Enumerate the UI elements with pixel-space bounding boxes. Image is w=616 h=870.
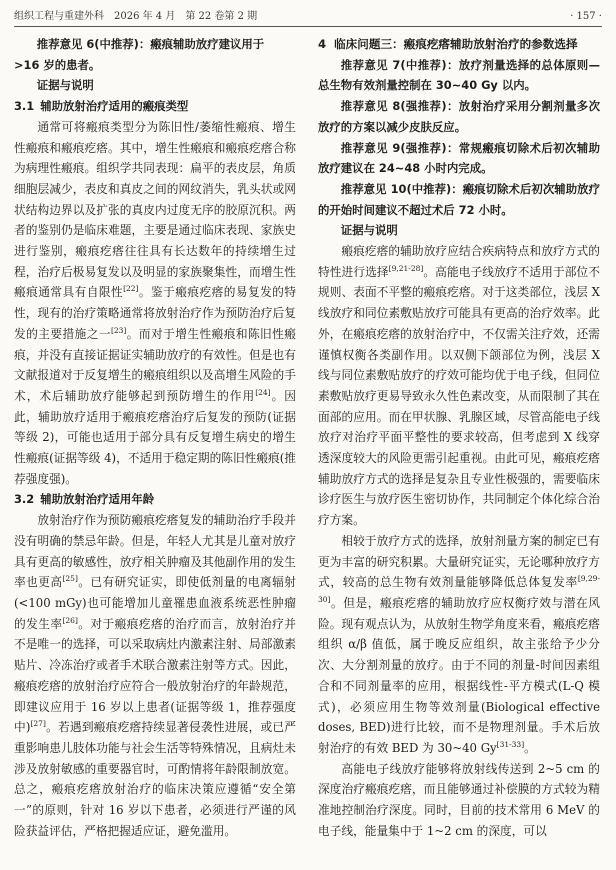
section-3-2-paragraph: 放射治疗作为预防瘢痕疙瘩复发的辅助治疗手段并没有明确的禁忌年龄。但是，年轻人尤其是儿童对放疗具有更高的敏感性，放疗相关肿瘤及其他副作用的发生率也更高[25]。已有研究证实，即使低剂量的电离辐射(<100 mGy)也可能增加儿童罹患血液系统恶性肿瘤的发生率[26]。对于瘢痕疙瘩的治疗而言，放射治疗并不是唯一的选择，可以采取病灶内激素注射、局部激素贴片、冷冻治疗或者手术联合激素注射等方式。因此，瘢痕疙瘩的放射治疗应符合一般放射治疗的年龄规范，即建议应用于 16 岁以上患者(证据等级 1，推荐强度中)[27]。若遇到瘢痕疙瘩持续显著侵袭性进展，或已严重影响患儿肢体功能与社会生活等特殊情况，且病灶未涉及放射敏感的重要器官时，可酌情将年龄限制放宽。总之，瘢痕疙瘩放射治疗的临床决策应遵循“安全第一”的原则，针对 16 岁以下患者，必须进行严谨的风险获益评估，严格把握适应证，避免滥用。 <box>14 513 296 838</box>
section-number: 4 <box>318 37 327 51</box>
left-column <box>14 34 296 841</box>
section-title: 辅助放射治疗适用的瘢痕类型 <box>40 99 189 114</box>
section-3-2-heading <box>14 489 296 510</box>
citation: [27] <box>30 719 46 729</box>
recommendation-6: 推荐意见 6(中推荐)：瘢痕辅助放疗建议用于 <box>36 37 265 51</box>
right-column <box>318 34 600 841</box>
paragraph-1: 瘢痕疙瘩的辅助放疗应结合疾病特点和放疗方式的特性进行选择[9,21-28]。高能电子线放疗不适用于部位不规则、表面不平整的瘢痕疙瘩。对于这类部位，浅层 X 线放疗和同位素敷贴放疗可能具有更高的治疗效率。此外，在瘢痕疙瘩的放射治疗中，不仅需关注疗效，还需谨慎权衡各类副作用。以双侧下颌部位为例，浅层 X 线与同位素敷贴放疗的疗效可能均优于电子线，但同位素敷贴放疗更易导致永久性色素改变，从而限制了其在面部的应用。而在甲状腺、乳腺区域，尽管高能电子线放疗对治疗平面平整性的要求较高，但考虑到 X 线穿透深度较大的风险更需引起重视。由此可见，瘢痕疙瘩辅助放疗方式的选择是复杂且专业性极强的，需要临床诊疗医生与放疗医生密切协作，共同制定个体化综合治疗方案。 <box>318 244 600 528</box>
section-title: 辅助放射治疗适用年龄 <box>40 492 155 507</box>
running-header <box>14 8 602 26</box>
recommendation-8: 推荐意见 8(强推荐)：放射治疗采用分割剂量多次放疗的方案以减少皮肤反应。 <box>318 99 600 134</box>
section-number: 3.2 <box>14 492 35 507</box>
recommendation-10: 推荐意见 10(中推荐)：瘢痕切除术后初次辅助放疗的开始时间建议不超过术后 72 小时。 <box>318 181 600 217</box>
citation: [9,21-28] <box>388 263 424 273</box>
paragraph-2: 相较于放疗方式的选择，放射剂量方案的制定已有更为丰富的研究积累。大量研究证实，无论哪种放疗方式，较高的总生物有效剂量能够降低总体复发率[9,29-30]。但是，瘢痕疙瘩的辅助放疗应权衡疗效与潜在风险。现有观点认为，从放射生物学角度来看，瘢痕疙瘩组织 α/β 值低，属于晚反应组织，故主张给予少分次、大分割剂量的放疗。由于不同的剂量-时间因素组合和不同剂量率的应用，根据线性-平方模式(L-Q 模式)，必须应用生物等效剂量(Biological effective doses, BED)进行比较，而不是物理剂量。手术后放射治疗的有效 BED 为 30~40 Gy[31-33]。 <box>318 533 600 755</box>
citation: [24] <box>255 388 271 398</box>
section-title: 临床问题三：瘢痕疙瘩辅助放射治疗的参数选择 <box>334 37 578 51</box>
evidence-heading: 证据与说明 <box>36 78 94 93</box>
section-number: 3.1 <box>14 99 35 114</box>
citation: [25] <box>62 574 78 584</box>
citation: [26] <box>62 615 78 625</box>
recommendation-7: 推荐意见 7(中推荐)：放疗剂量选择的总体原则—总生物有效剂量控制在 30~40 Gy 以内。 <box>318 57 600 93</box>
citation: [23] <box>110 325 127 335</box>
citation: [9,29-30] <box>318 574 600 605</box>
header-rule <box>14 26 602 27</box>
section-3-1-paragraph: 通常可将瘢痕类型分为陈旧性/萎缩性瘢痕、增生性瘢痕和瘢痕疙瘩。其中，增生性瘢痕和瘢痕疙瘩合称为病理性瘢痕。组织学共同表现：扁平的表皮层，角质细胞层减少，表皮和真皮之间的网纹消失，乳头状或网状结构边界以及扩张的真皮内过度无序的胶原沉积。两者的鉴别仍是临床难题，主要是通过临床表现、家族史进行鉴别，瘢痕疙瘩往往具有长达数年的持续增生过程，治疗后极易复发以及明显的家族聚集性，而增生性瘢痕通常具有自限性[22]。鉴于瘢痕疙瘩的易复发的特性，现有的治疗策略通常将放射治疗作为预防治疗后复发的主要措施之一[23]。而对于增生性瘢痕和陈旧性瘢痕，并没有直接证据证实辅助放疗的有效性。但是也有文献报道对于反复增生的瘢痕组织以及高增生风险的手术，术后辅助放疗能够起到预防增生的作用[24]。因此，辅助放疗适用于瘢痕疙瘩治疗后复发的预防(证据等级 2)，可能也适用于部分具有反复增生病史的增生性瘢痕(证据等级 4)，不适用于稳定期的陈旧性瘢痕(推荐强度强)。 <box>14 119 296 486</box>
evidence-heading: 证据与说明 <box>340 223 398 238</box>
recommendation-6-cont: >16 岁的患者。 <box>14 57 101 72</box>
journal-info: 组织工程与重建外科 2026 年 4 月 第 22 卷第 2 期 <box>14 11 258 22</box>
citation: [31-33] <box>496 740 525 750</box>
recommendation-9: 推荐意见 9(强推荐)：常规瘢痕切除术后初次辅助放疗建议在 24~48 小时内完成。 <box>318 140 600 176</box>
paragraph-3: 高能电子线放疗能够将放射线传送到 2~5 cm 的深度治疗瘢痕疙瘩，而且能够通过补偿膜的方式较为精准地控制治疗深度。同时，目前的技术常用 6 MeV 的电子线，能量集中于 1~2 cm 的深度，可以 <box>318 761 600 838</box>
citation: [22] <box>123 284 139 294</box>
page-number: · 157 · <box>570 11 602 22</box>
section-3-1-heading <box>14 96 296 117</box>
section-4-heading <box>318 34 600 55</box>
